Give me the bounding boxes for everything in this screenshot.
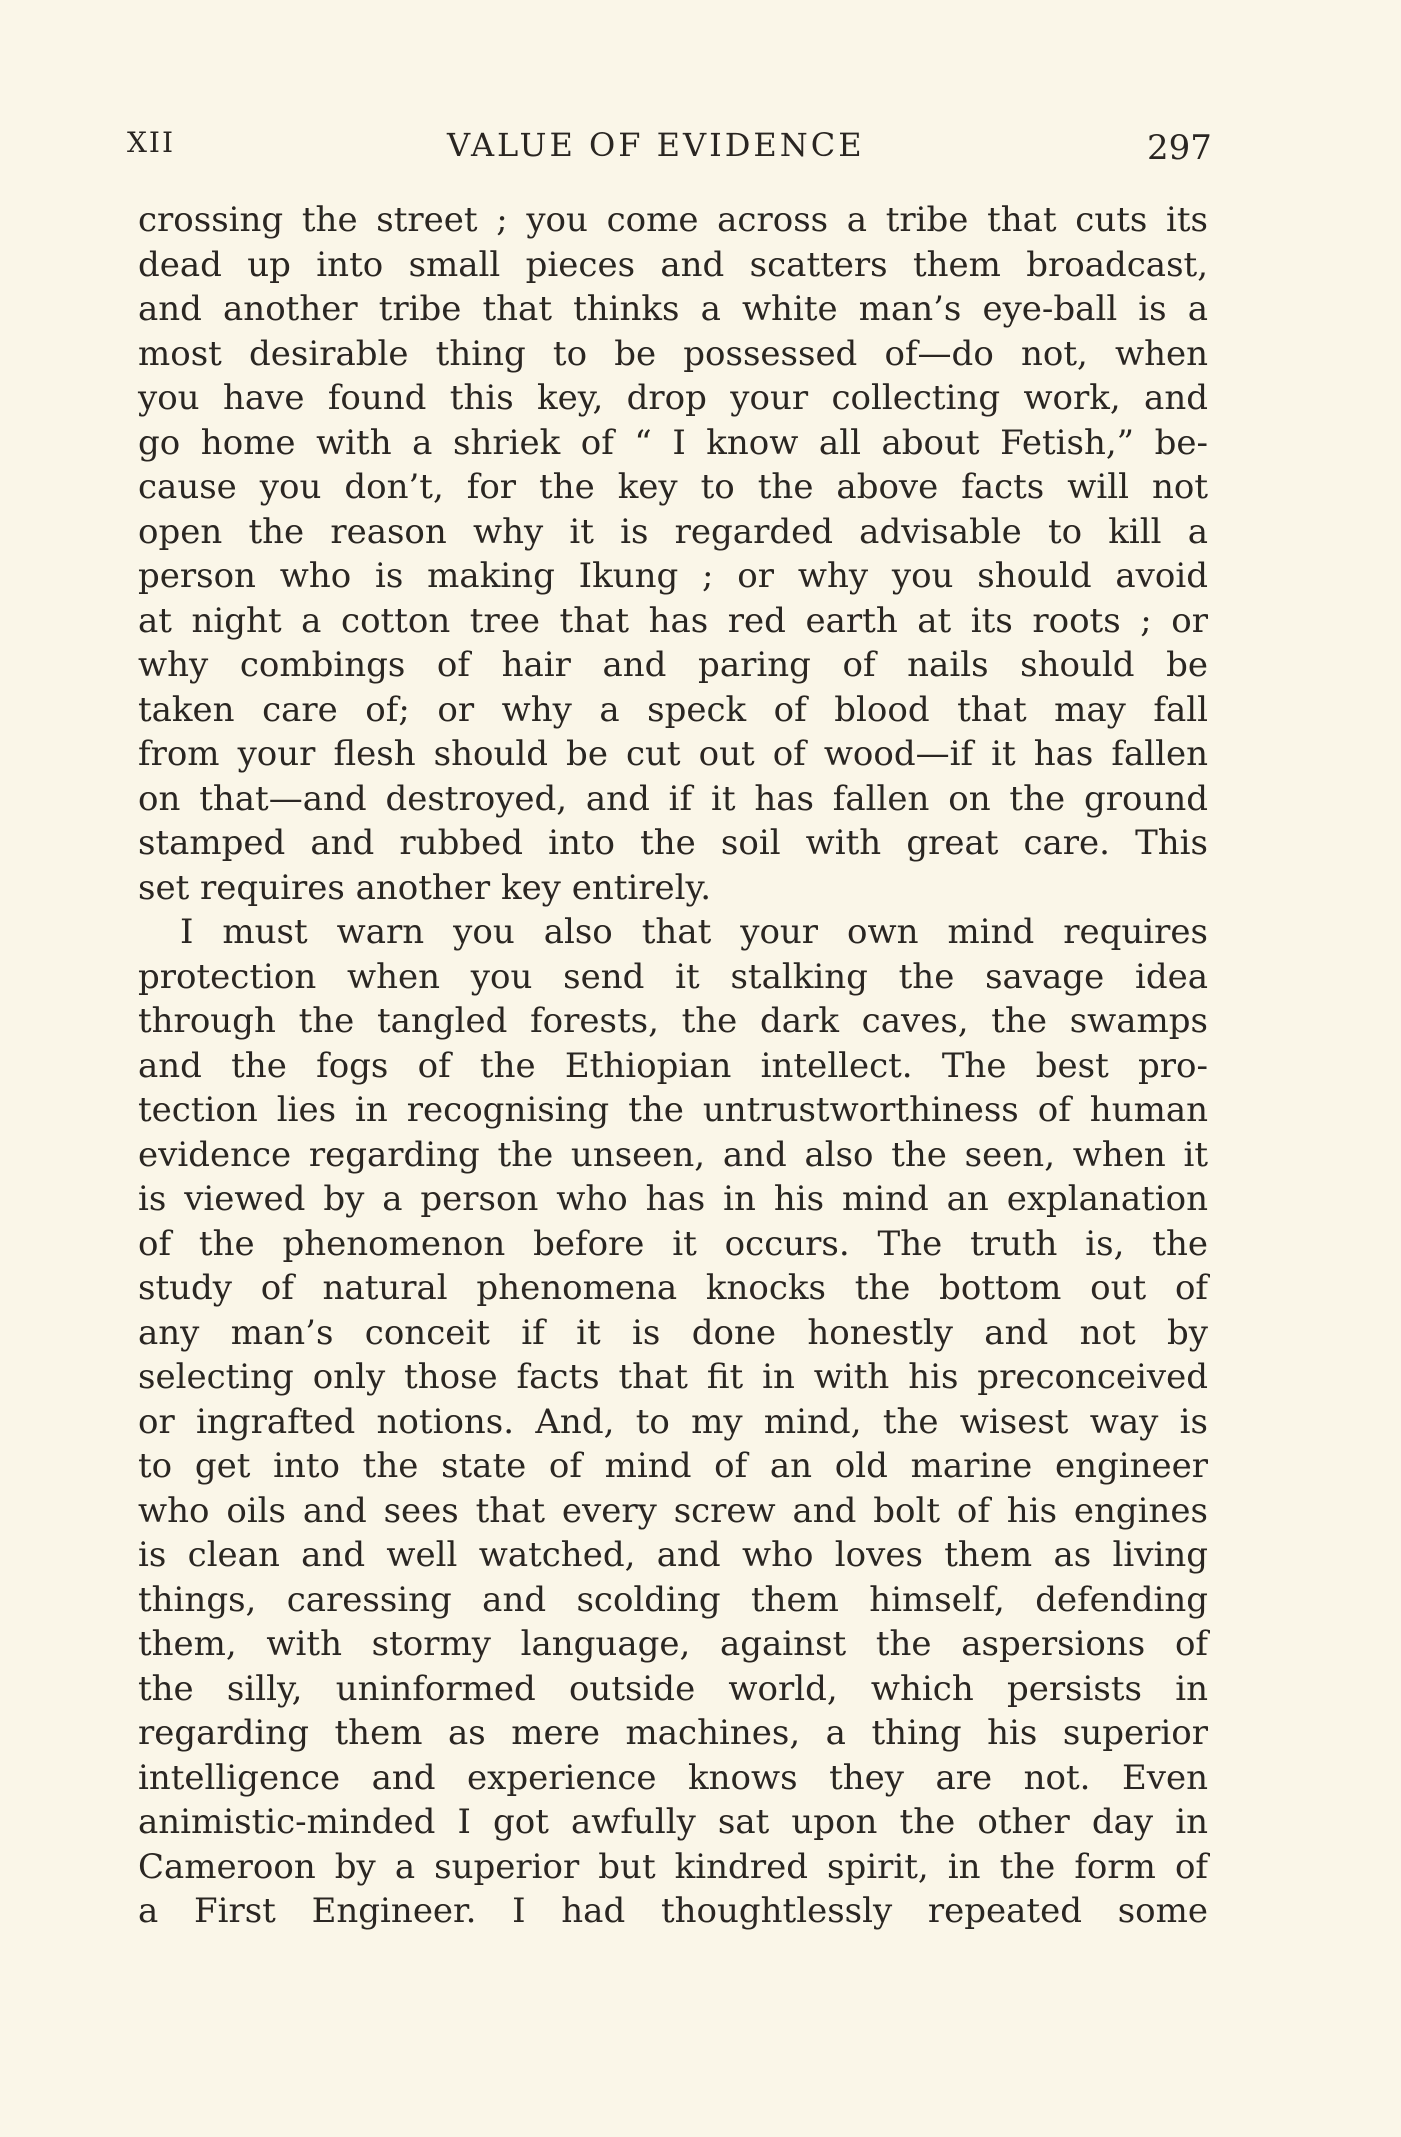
text-line: from your flesh should be cut out of wood—if it has fallen: [138, 734, 1208, 774]
text-line: through the tangled forests, the dark caves, the swamps: [138, 1001, 1208, 1041]
text-line: of the phenomenon before it occurs. The truth is, the: [138, 1223, 1208, 1264]
text-line: you have found this key, drop your collecting work, and: [138, 378, 1208, 418]
text-line: regarding them as mere machines, a thing his superior: [138, 1713, 1208, 1753]
text-line: open the reason why it is regarded advisable to kill a: [138, 511, 1208, 552]
text-line: who oils and sees that every screw and bolt of his engines: [138, 1490, 1208, 1531]
running-head: [127, 126, 1227, 176]
text-line: the silly, uninformed outside world, which persists in: [138, 1668, 1208, 1709]
text-line: or ingrafted notions. And, to my mind, the wisest way is: [138, 1401, 1208, 1442]
text-line: at night a cotton tree that has red earth at its roots ; or: [138, 600, 1208, 641]
text-line: evidence regarding the unseen, and also the seen, when it: [138, 1134, 1208, 1175]
text-line: and another tribe that thinks a white man’s eye-ball is a: [138, 289, 1208, 329]
text-line: on that—and destroyed, and if it has fallen on the ground: [138, 778, 1208, 819]
text-line: to get into the state of mind of an old marine engineer: [138, 1446, 1208, 1486]
text-line: and the fogs of the Ethiopian intellect. The best pro-: [138, 1045, 1208, 1086]
text-line: a First Engineer. I had thoughtlessly repeated some: [138, 1891, 1208, 1931]
text-line: protection when you send it stalking the savage idea: [138, 956, 1208, 997]
text-line: cause you don’t, for the key to the above facts will not: [138, 467, 1208, 507]
text-line: person who is making Ikung ; or why you should avoid: [138, 556, 1208, 596]
text-line: study of natural phenomena knocks the bottom out of: [138, 1268, 1208, 1308]
text-line: why combings of hair and paring of nails should be: [138, 645, 1208, 685]
body-text: [138, 198, 1208, 1934]
page-number: 297: [1147, 128, 1212, 168]
text-line: is viewed by a person who has in his mind an explanation: [138, 1179, 1208, 1219]
text-line: them, with stormy language, against the aspersions of: [138, 1624, 1208, 1664]
text-line: go home with a shriek of “ I know all about Fetish,” be-: [138, 422, 1208, 463]
text-line: I must warn you also that your own mind requires: [180, 912, 1208, 952]
text-line: crossing the street ; you come across a tribe that cuts its: [138, 200, 1208, 240]
text-line: Cameroon by a superior but kindred spirit, in the form of: [138, 1846, 1208, 1887]
text-line: dead up into small pieces and scatters them broadcast,: [138, 244, 1208, 285]
text-line: taken care of; or why a speck of blood that may fall: [138, 689, 1208, 730]
text-line: tection lies in recognising the untrustworthiness of human: [138, 1090, 1208, 1130]
text-line: most desirable thing to be possessed of—do not, when: [138, 333, 1208, 374]
text-line: any man’s conceit if it is done honestly and not by: [138, 1312, 1208, 1353]
running-title: VALUE OF EVIDENCE: [447, 126, 865, 164]
text-line: things, caressing and scolding them himself, defending: [138, 1579, 1208, 1620]
text-line: animistic-minded I got awfully sat upon the other day in: [138, 1802, 1208, 1842]
chapter-number: XII: [127, 126, 176, 159]
text-line: selecting only those facts that fit in with his preconceived: [138, 1357, 1208, 1397]
text-line: stamped and rubbed into the soil with great care. This: [138, 823, 1208, 863]
text-line: intelligence and experience knows they are not. Even: [138, 1757, 1208, 1798]
text-line: is clean and well watched, and who loves them as living: [138, 1535, 1208, 1575]
text-line: set requires another key entirely.: [138, 867, 712, 908]
